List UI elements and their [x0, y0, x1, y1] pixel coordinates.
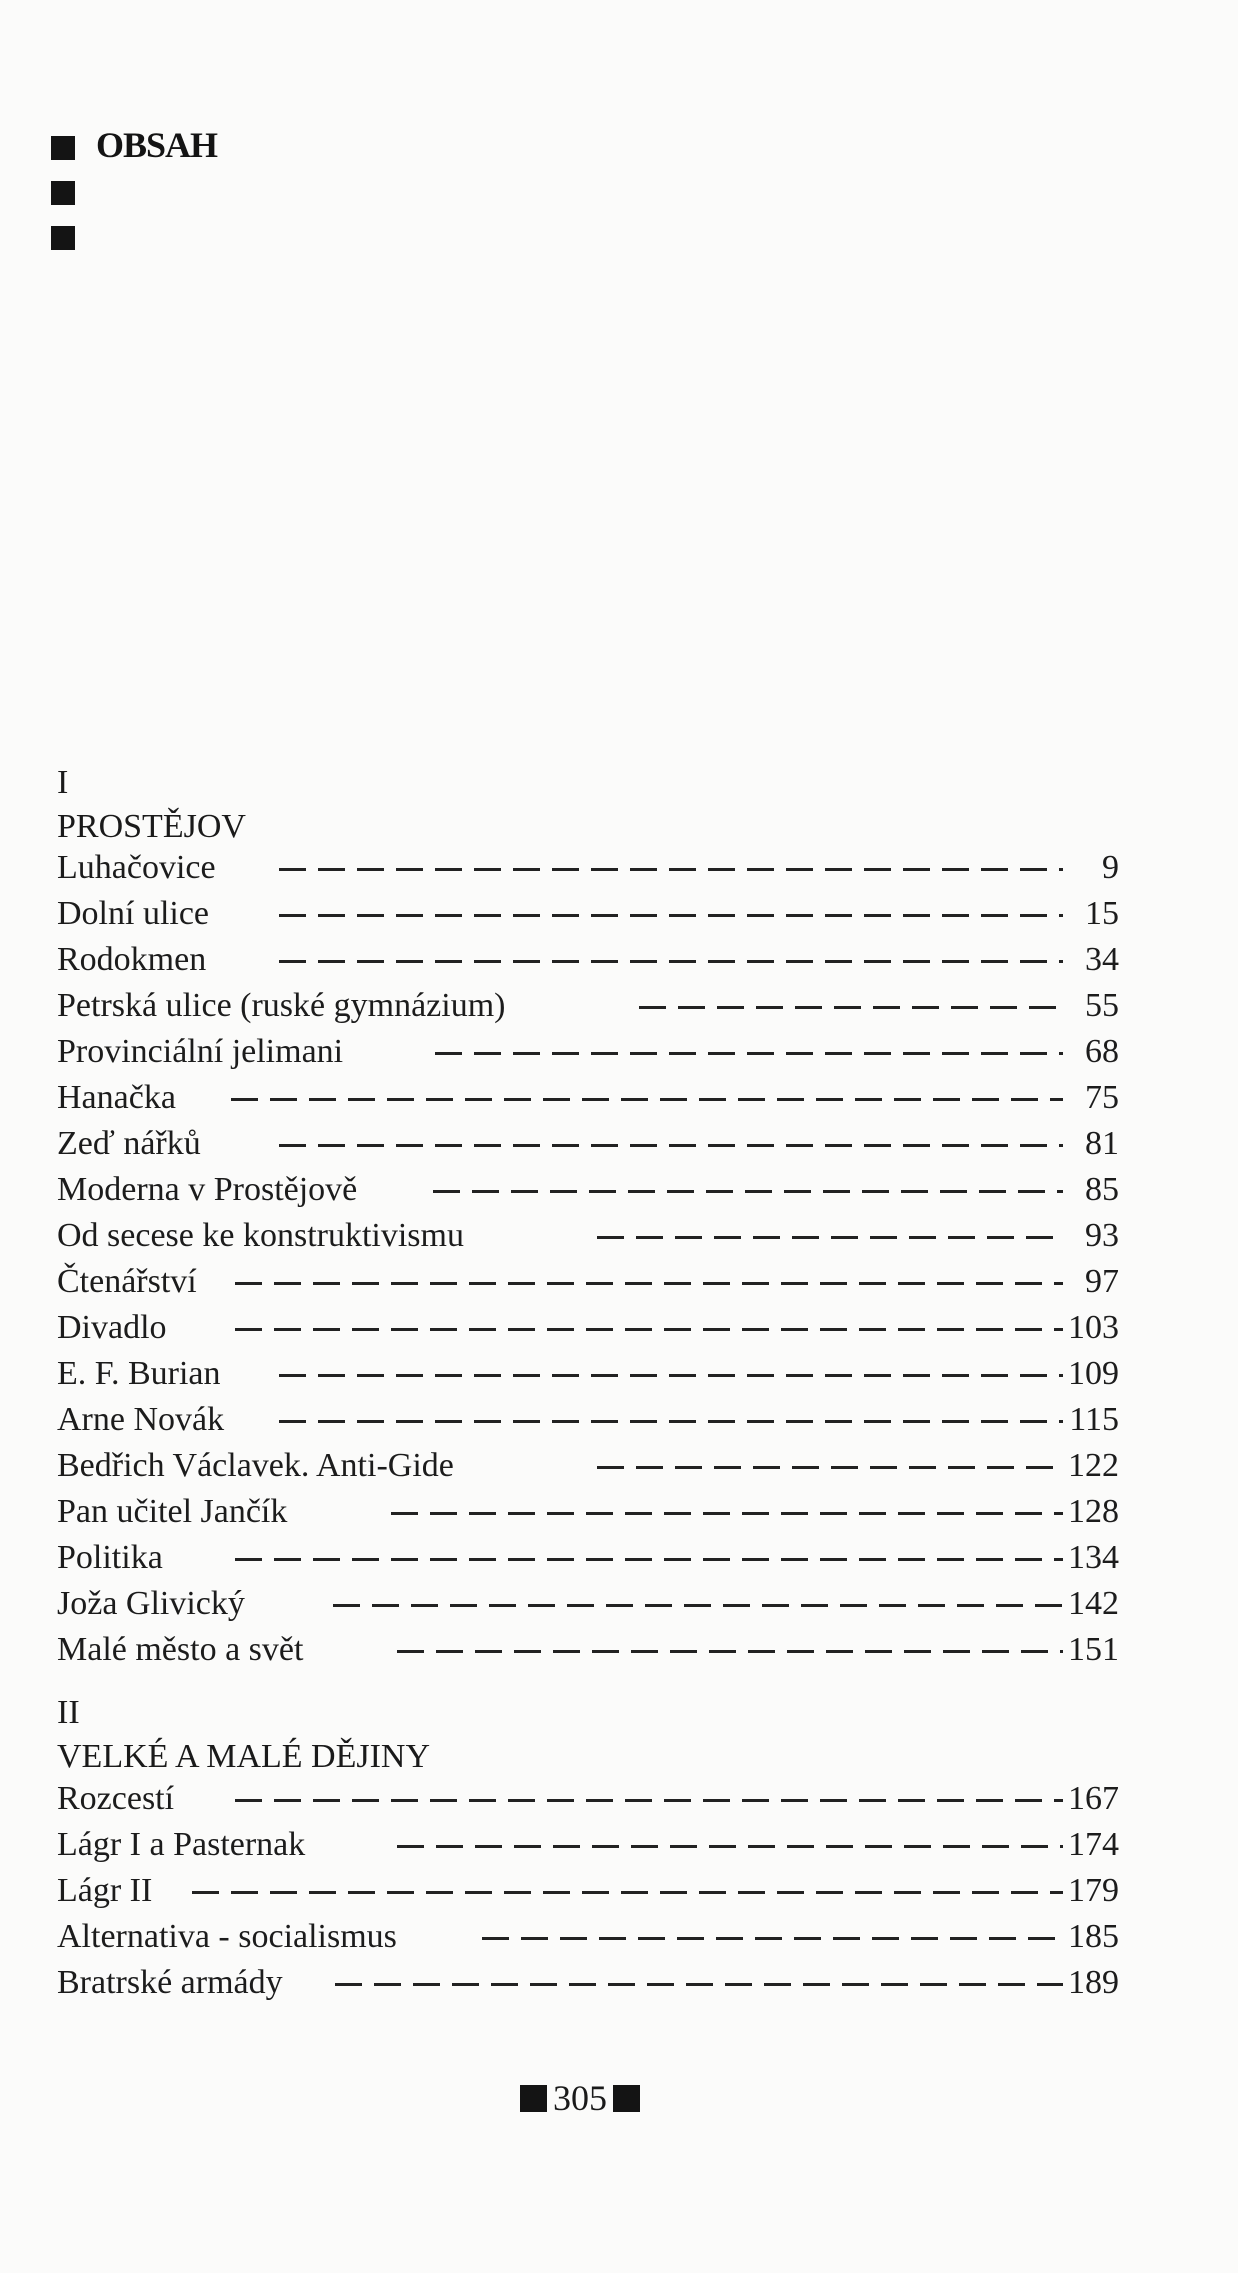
entry-title: Bratrské armády [57, 1964, 283, 2001]
entry-page: 15 [1085, 895, 1119, 932]
entry-title: Politika [57, 1539, 163, 1576]
heading-square-3 [51, 226, 75, 250]
dot-leader [279, 1144, 1063, 1147]
toc-entry [57, 846, 1119, 890]
dot-leader [397, 1650, 1063, 1653]
entry-page: 81 [1085, 1125, 1119, 1162]
heading-square-1 [51, 136, 75, 160]
dot-leader [235, 1328, 1063, 1331]
toc-entry [57, 1490, 1119, 1534]
entry-title: Dolní ulice [57, 895, 210, 932]
page-heading: OBSAH [96, 125, 218, 165]
entry-title: Rozcestí [57, 1780, 175, 1817]
toc-entry [57, 1444, 1119, 1488]
dot-leader [279, 960, 1063, 963]
entry-page: 85 [1085, 1171, 1119, 1208]
entry-title: Čtenářství [57, 1263, 197, 1300]
dot-leader [235, 1799, 1063, 1802]
section-title: VELKÉ A MALÉ DĚJINY [57, 1738, 431, 1775]
entry-title: Moderna v Prostějově [57, 1171, 358, 1208]
entry-title: Zeď nářků [57, 1125, 201, 1162]
heading-square-2 [51, 181, 75, 205]
entry-page: 34 [1085, 941, 1119, 978]
toc-entry [57, 938, 1119, 982]
entry-page: 75 [1085, 1079, 1119, 1116]
dot-leader [639, 1006, 1063, 1009]
dot-leader [279, 914, 1063, 917]
dot-leader [235, 1282, 1063, 1285]
toc-entry [57, 1823, 1119, 1867]
entry-title: Divadlo [57, 1309, 167, 1346]
entry-page: 55 [1085, 987, 1119, 1024]
page-footer [520, 2078, 640, 2118]
entry-page: 9 [1102, 849, 1119, 886]
toc-entry [57, 892, 1119, 936]
toc-entry [57, 1306, 1119, 1350]
entry-page: 142 [1068, 1585, 1119, 1622]
dot-leader [391, 1512, 1063, 1515]
entry-title: Petrská ulice (ruské gymnázium) [57, 987, 506, 1024]
entry-page: 103 [1068, 1309, 1119, 1346]
entry-title: Hanačka [57, 1079, 176, 1116]
dot-leader [279, 1374, 1063, 1377]
entry-page: 115 [1069, 1401, 1119, 1438]
dot-leader [597, 1236, 1063, 1239]
toc-entry [57, 1915, 1119, 1959]
entry-title: Lágr II [57, 1872, 153, 1909]
section-title: PROSTĚJOV [57, 808, 246, 845]
entry-title: Malé město a svět [57, 1631, 304, 1668]
footer-square-left [520, 2085, 547, 2112]
dot-leader [335, 1983, 1063, 1986]
entry-page: 128 [1068, 1493, 1119, 1530]
toc-entry [57, 1214, 1119, 1258]
entry-page: 68 [1085, 1033, 1119, 1070]
dot-leader [597, 1466, 1063, 1469]
entry-page: 122 [1068, 1447, 1119, 1484]
entry-title: Alternativa - socialismus [57, 1918, 397, 1955]
entry-title: Luhačovice [57, 849, 216, 886]
entry-page: 174 [1068, 1826, 1119, 1863]
dot-leader [333, 1604, 1063, 1607]
entry-title: Pan učitel Jančík [57, 1493, 288, 1530]
toc-entry [57, 1536, 1119, 1580]
toc-entry [57, 1260, 1119, 1304]
entry-title: Joža Glivický [57, 1585, 245, 1622]
toc-entry [57, 1352, 1119, 1396]
toc-entry [57, 1122, 1119, 1166]
toc-entry [57, 1628, 1119, 1672]
section-number: I [57, 764, 69, 801]
dot-leader [397, 1845, 1063, 1848]
entry-title: Arne Novák [57, 1401, 225, 1438]
page-number: 305 [553, 2078, 607, 2118]
dot-leader [482, 1937, 1063, 1940]
entry-title: Bedřich Václavek. Anti-Gide [57, 1447, 454, 1484]
entry-page: 93 [1085, 1217, 1119, 1254]
entry-title: Rodokmen [57, 941, 207, 978]
toc-entry [57, 1398, 1119, 1442]
dot-leader [231, 1098, 1063, 1101]
entry-title: Od secese ke konstruktivismu [57, 1217, 464, 1254]
entry-page: 151 [1068, 1631, 1119, 1668]
toc-entry [57, 1582, 1119, 1626]
entry-title: Lágr I a Pasternak [57, 1826, 306, 1863]
toc-entry [57, 1961, 1119, 2005]
entry-title: E. F. Burian [57, 1355, 221, 1392]
dot-leader [433, 1190, 1063, 1193]
dot-leader [279, 1420, 1063, 1423]
toc-entry [57, 1076, 1119, 1120]
entry-page: 97 [1085, 1263, 1119, 1300]
toc-entry [57, 1030, 1119, 1074]
dot-leader [235, 1558, 1063, 1561]
dot-leader [279, 868, 1063, 871]
dot-leader [435, 1052, 1063, 1055]
toc-entry [57, 1168, 1119, 1212]
entry-page: 185 [1068, 1918, 1119, 1955]
entry-title: Provinciální jelimani [57, 1033, 344, 1070]
dot-leader [192, 1891, 1063, 1894]
entry-page: 109 [1068, 1355, 1119, 1392]
toc-entry [57, 1777, 1119, 1821]
entry-page: 179 [1068, 1872, 1119, 1909]
section-number: II [57, 1694, 80, 1731]
entry-page: 134 [1068, 1539, 1119, 1576]
toc-entry [57, 984, 1119, 1028]
footer-square-right [613, 2085, 640, 2112]
entry-page: 189 [1068, 1964, 1119, 2001]
entry-page: 167 [1068, 1780, 1119, 1817]
toc-entry [57, 1869, 1119, 1913]
